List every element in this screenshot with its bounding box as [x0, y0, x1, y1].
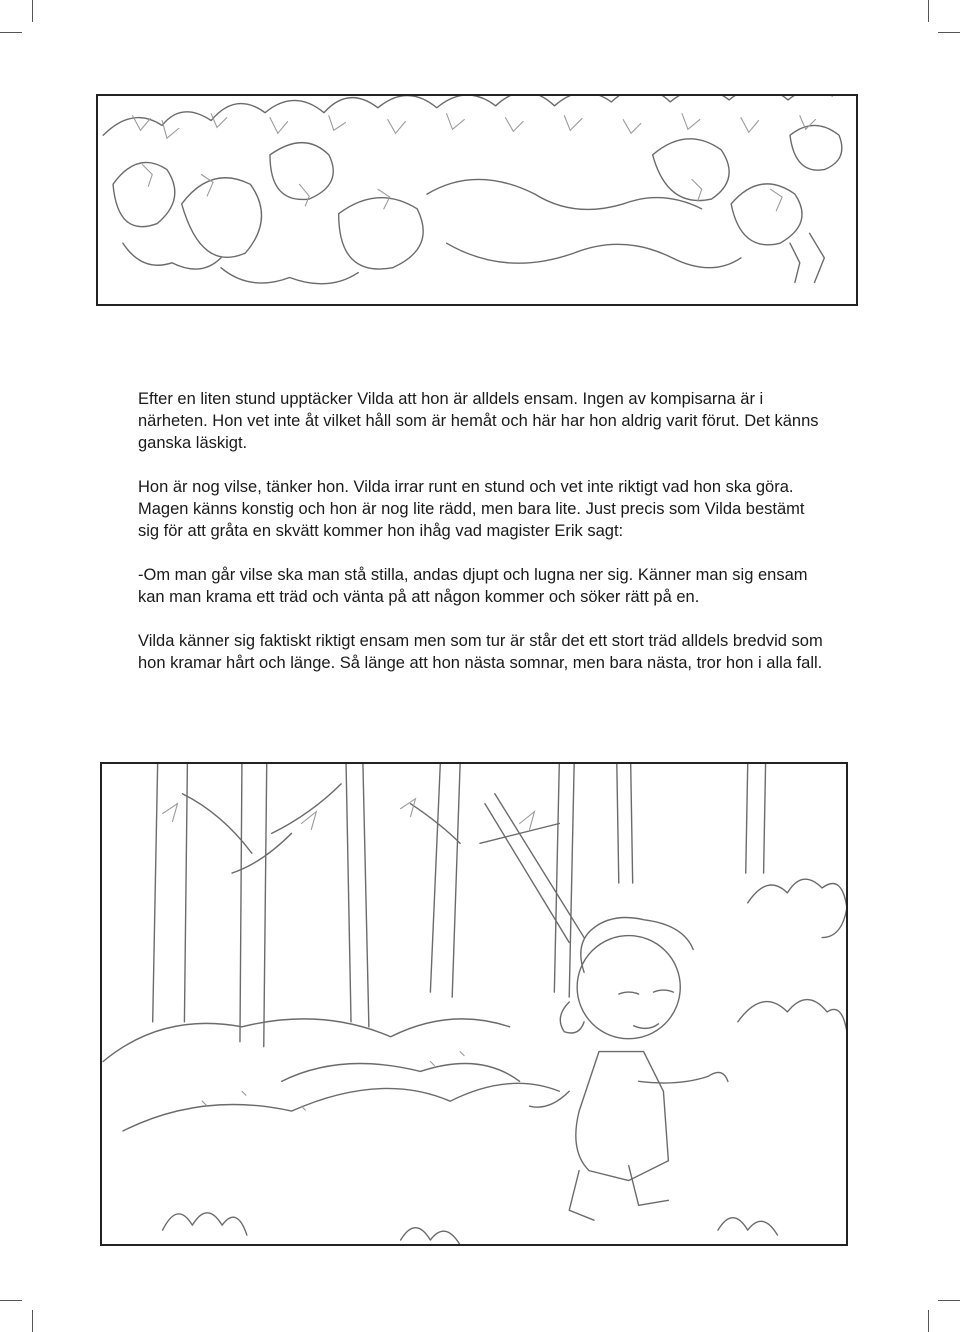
story-paragraph: Hon är nog vilse, tänker hon. Vilda irrar runt en stund och vet inte riktigt vad hon ska göra. Magen känns konstig och hon är nog lite rädd, men bara lite. Just precis som Vilda bestämt sig för att gråta en skvätt kommer hon ihåg vad magister Erik sagt:	[138, 478, 805, 540]
story-paragraph: -Om man går vilse ska man stå stilla, andas djupt och lugna ner sig. Känner man sig ensam kan man krama ett träd och vänta på att någon kommer och söker rätt på en.	[138, 566, 808, 606]
crop-mark	[938, 1300, 960, 1301]
forest-illustration	[100, 762, 848, 1246]
crop-mark	[0, 32, 22, 33]
story-text	[138, 388, 823, 696]
canopy-sketch	[98, 96, 856, 304]
story-paragraph: Vilda känner sig faktiskt riktigt ensam men som tur är står det ett stort träd alldels bredvid som hon kramar hårt och länge. Så länge att hon nästa somnar, men bara nästa, tror hon i alla fall.	[138, 632, 823, 672]
forest-sketch	[102, 764, 846, 1244]
crop-mark	[32, 1310, 33, 1332]
crop-mark	[938, 32, 960, 33]
crop-mark	[0, 1300, 22, 1301]
story-paragraph: Efter en liten stund upptäcker Vilda att hon är alldels ensam. Ingen av kompisarna är i närheten. Hon vet inte åt vilket håll som är hemåt och här har hon aldrig varit förut. Det känns ganska läskigt.	[138, 390, 819, 452]
crop-mark	[928, 1310, 929, 1332]
crop-mark	[32, 0, 33, 22]
crop-mark	[928, 0, 929, 22]
canopy-illustration	[96, 94, 858, 306]
